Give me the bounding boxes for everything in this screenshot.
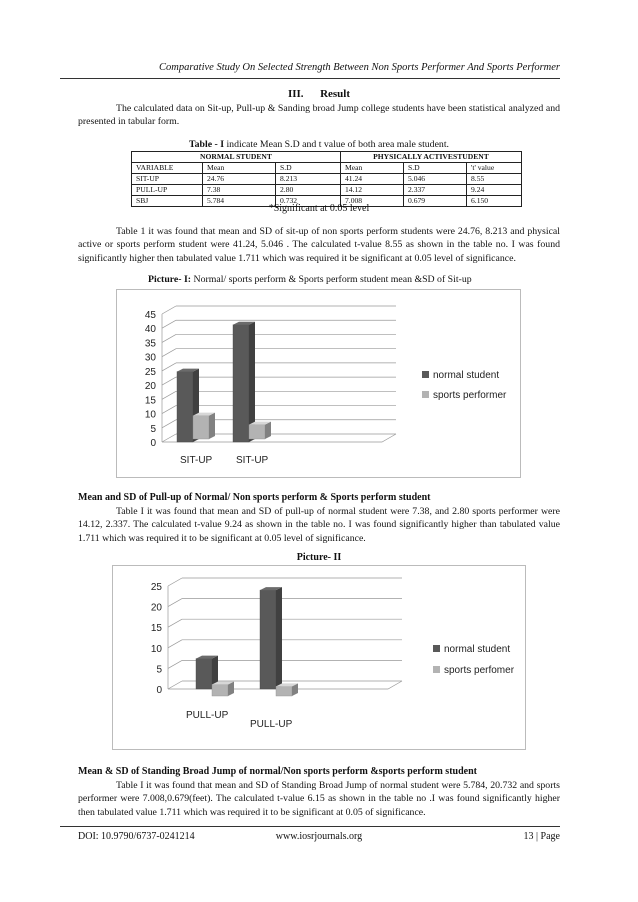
x-tick-label: SIT-UP xyxy=(236,455,269,466)
intro-paragraph xyxy=(78,102,560,129)
table-cell: PULL-UP xyxy=(132,185,203,196)
grid-line xyxy=(162,406,176,414)
grid-line xyxy=(162,377,176,385)
intro-text: The calculated data on Sit-up, Pull-up & Sanding broad Jump college students have been statistical analyzed and presented in tabular form. xyxy=(78,103,560,128)
grid-line xyxy=(162,320,176,328)
y-tick-label: 5 xyxy=(150,423,156,435)
y-tick-label: 15 xyxy=(150,623,162,635)
table-cell: SIT-UP xyxy=(132,174,203,185)
footer-doi: DOI: 10.9790/6737-0241214 xyxy=(78,831,195,842)
table-cell: 0.732 xyxy=(276,196,341,207)
section-number: III. xyxy=(287,88,304,100)
bar-front-sports-perfomer xyxy=(276,686,292,696)
y-tick-label: 20 xyxy=(144,381,156,393)
table-note: *Significant at 0.05 level xyxy=(268,203,370,214)
chart-pullup-frame xyxy=(112,565,526,750)
grid-line xyxy=(168,640,182,648)
col-sd-normal: S.D xyxy=(276,163,341,174)
picture2-caption: Picture- II xyxy=(296,552,342,563)
table-cell: 24.76 xyxy=(203,174,276,185)
y-tick-label: 0 xyxy=(156,685,162,696)
paragraph-situp-text: Table 1 it was found that mean and SD of sit-up of non sports perform students were 24.76, 8.213 and physical active or sports perform student were 41.24, 5.046 . The calculated t-value 8.55 as shown in the table no. I was found significantly higher then tabulated value 1.711 which was required it be significant at 0.05 level of significance. xyxy=(78,226,560,264)
section-heading xyxy=(0,88,638,100)
grid-line xyxy=(162,420,176,428)
bar-front-normal-student xyxy=(177,372,193,442)
bar-side xyxy=(209,413,215,439)
chart-situp xyxy=(117,290,520,477)
table-cell: 14.12 xyxy=(341,185,404,196)
grid-line xyxy=(162,349,176,357)
grid-line xyxy=(168,681,182,689)
bar-side xyxy=(265,422,271,439)
table-cell: 5.046 xyxy=(404,174,467,185)
table-cell: 5.784 xyxy=(203,196,276,207)
table-cell: SBJ xyxy=(132,196,203,207)
footer-page: 13 | Page xyxy=(523,831,560,842)
legend-swatch xyxy=(433,645,440,652)
table-row xyxy=(132,174,522,185)
bar-front-sports-performer xyxy=(249,425,265,439)
paragraph-pullup-text: Table I it was found that mean and SD of pull-up of normal student were 7.38, and 2.80 sports performer were 14.12, 2.337. The calculated t-value 9.24 as shown in the table no. I was found significantly higher than tabulated value 1.711 which was required it to be significant at 0.05 level of significance. xyxy=(78,506,560,544)
bar-front-normal-student xyxy=(260,590,276,689)
group-normal: NORMAL STUDENT xyxy=(132,152,341,163)
bar-side xyxy=(276,587,282,689)
y-tick-label: 35 xyxy=(144,338,156,350)
grid-line xyxy=(168,599,182,607)
table-cell: 7.008 xyxy=(341,196,404,207)
chart-pullup xyxy=(113,566,525,749)
y-tick-label: 25 xyxy=(144,366,156,378)
y-tick-label: 20 xyxy=(150,602,162,614)
y-tick-label: 5 xyxy=(156,664,162,676)
legend-label: sports performer xyxy=(433,390,507,401)
bar-front-normal-student xyxy=(196,659,212,689)
table-cell: 0.679 xyxy=(404,196,467,207)
y-tick-label: 30 xyxy=(144,352,156,364)
y-tick-label: 15 xyxy=(144,395,156,407)
legend-swatch xyxy=(422,391,429,398)
footer-rule xyxy=(60,826,560,827)
grid-line xyxy=(168,578,182,586)
bar-front-normal-student xyxy=(233,325,249,442)
grid-line xyxy=(162,306,176,314)
header-rule xyxy=(60,78,560,79)
y-tick-label: 45 xyxy=(144,310,156,321)
paragraph-sbj xyxy=(78,779,560,819)
table-cell: 2.80 xyxy=(276,185,341,196)
grid-line xyxy=(168,660,182,668)
section-title: Result xyxy=(320,88,351,100)
y-tick-label: 0 xyxy=(150,438,156,449)
heading-sbj: Mean & SD of Standing Broad Jump of normal/Non sports perform &sports perform student xyxy=(78,766,477,777)
chart-situp-frame xyxy=(116,289,521,478)
picture1-title: Normal/ sports perform & Sports perform student mean &SD of Sit-up xyxy=(191,274,472,285)
x-tick-label: PULL-UP xyxy=(186,710,229,721)
legend-swatch xyxy=(422,371,429,378)
legend-label: sports perfomer xyxy=(444,665,515,676)
bar-front-sports-perfomer xyxy=(212,684,228,696)
table-caption-rest: indicate Mean S.D and t value of both area male student. xyxy=(224,139,449,150)
grid-line xyxy=(162,391,176,399)
table-caption xyxy=(78,139,560,150)
y-tick-label: 25 xyxy=(150,582,162,593)
table-group-row xyxy=(132,152,522,163)
grid-line xyxy=(162,334,176,342)
heading-pullup: Mean and SD of Pull-up of Normal/ Non sports perform & Sports perform student xyxy=(78,492,431,503)
col-t-value: 't' value xyxy=(467,163,522,174)
y-tick-label: 10 xyxy=(150,643,162,655)
table-cell: 6.150 xyxy=(467,196,522,207)
legend-label: normal student xyxy=(433,370,500,381)
grid-line xyxy=(168,619,182,627)
paragraph-situp xyxy=(78,225,560,265)
col-variable: VARIABLE xyxy=(132,163,203,174)
y-tick-label: 10 xyxy=(144,409,156,421)
legend-label: normal student xyxy=(444,644,511,655)
footer-site: www.iosrjournals.org xyxy=(275,831,363,842)
x-tick-label: SIT-UP xyxy=(180,455,213,466)
running-header: Comparative Study On Selected Strength Between Non Sports Performer And Sports Performer xyxy=(159,62,560,73)
bar-front-sports-performer xyxy=(193,416,209,439)
results-table xyxy=(131,151,522,207)
table-cell: 7.38 xyxy=(203,185,276,196)
picture1-caption xyxy=(148,274,472,285)
table-cell: 8.213 xyxy=(276,174,341,185)
grid-line xyxy=(162,434,176,442)
paragraph-pullup xyxy=(78,505,560,545)
col-sd-active: S.D xyxy=(404,163,467,174)
results-table-wrap xyxy=(131,151,522,207)
y-tick-label: 40 xyxy=(144,324,156,336)
table-cell: 2.337 xyxy=(404,185,467,196)
table-cell: 8.55 xyxy=(467,174,522,185)
group-active: PHYSICALLY ACTIVESTUDENT xyxy=(341,152,522,163)
grid-line xyxy=(162,363,176,371)
table-cell: 41.24 xyxy=(341,174,404,185)
legend-swatch xyxy=(433,666,440,673)
col-mean-active: Mean xyxy=(341,163,404,174)
table-header-row xyxy=(132,163,522,174)
table-row xyxy=(132,185,522,196)
x-tick-label: PULL-UP xyxy=(250,719,293,730)
col-mean-normal: Mean xyxy=(203,163,276,174)
paragraph-sbj-text: Table I it was found that mean and SD of Standing Broad Jump of normal student were 5.784, 20.732 and sports performer were 7.008,0.679(feet). The calculated t-value 6.15 as shown in the table no .I was found significantly higher then tabulated value 1.711 which was required it to be significant at 0.05 of significance. xyxy=(78,780,560,818)
table-cell: 9.24 xyxy=(467,185,522,196)
table-caption-prefix: Table - I xyxy=(188,139,225,150)
picture1-label: Picture- I: xyxy=(148,274,192,285)
